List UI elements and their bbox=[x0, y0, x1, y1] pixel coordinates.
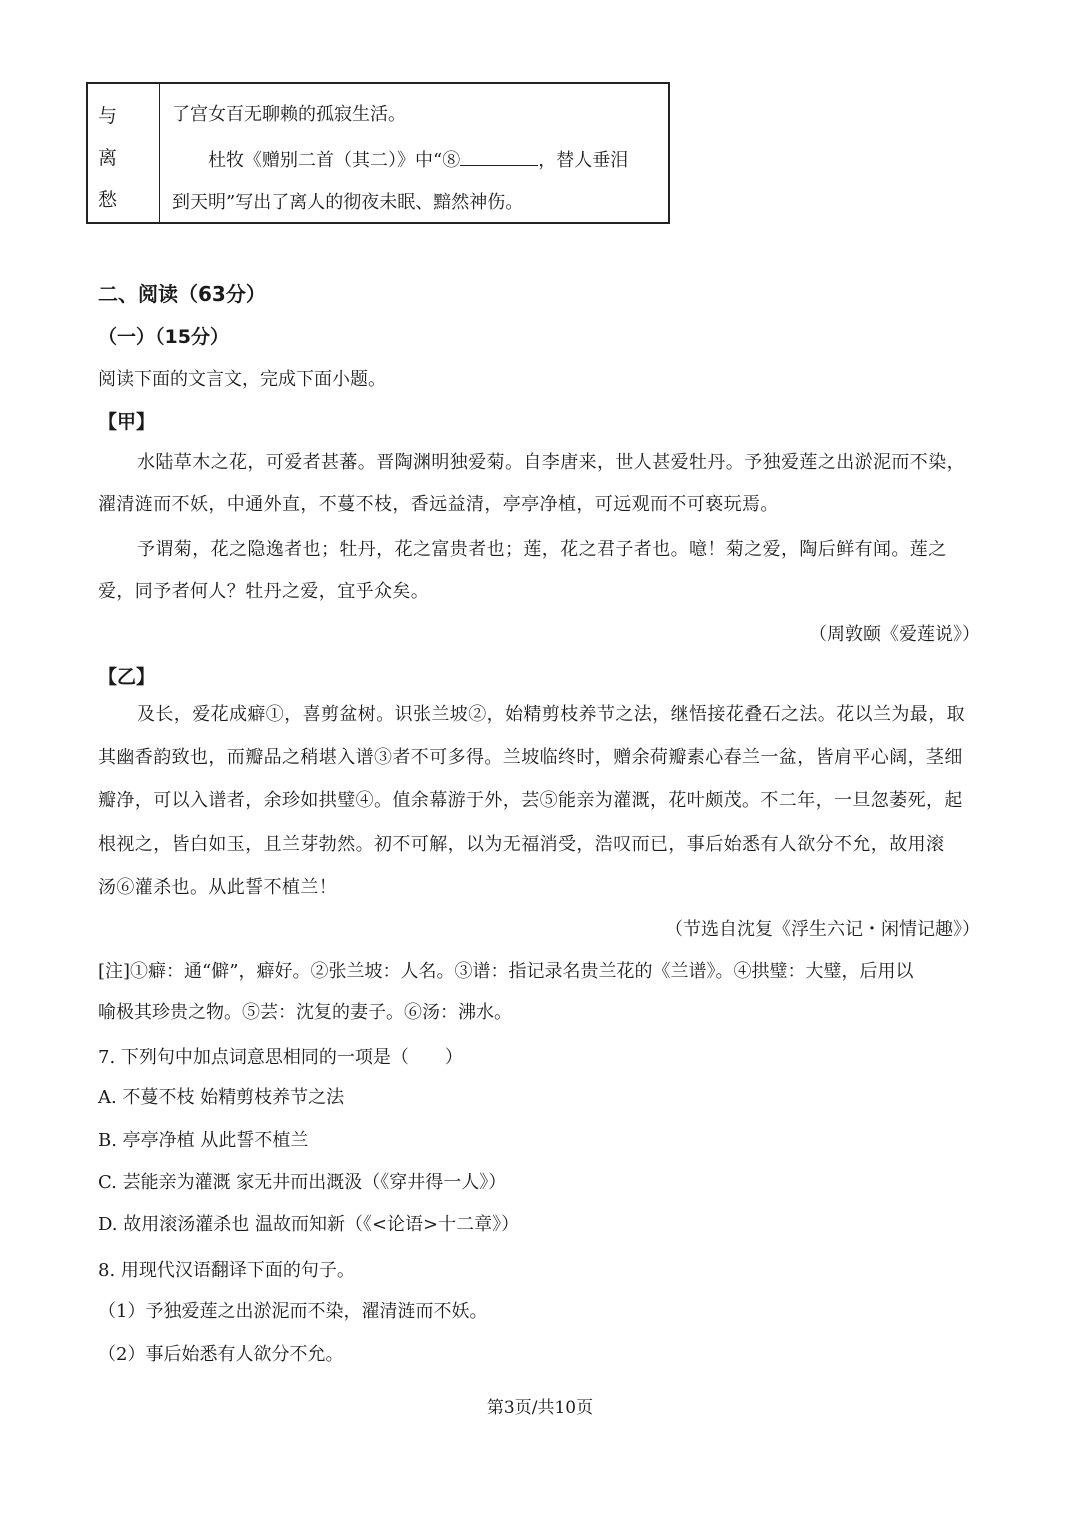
jia-line-3: 予谓菊，花之隐逸者也；牡丹，花之富贵者也；莲，花之君子者也。噫！菊之爱，陶后鲜有闻。莲之 bbox=[137, 539, 947, 560]
table-left-cell bbox=[88, 84, 160, 222]
notes-line-1: [注]①癖：通“僻”，癖好。②张兰坡：人名。③谱：指记录名贵兰花的《兰谱》。④拱璧：大璧，后用以 bbox=[98, 961, 914, 982]
page-footer: 第3页/共10页 bbox=[486, 1398, 594, 1418]
question-8-item-1: （1）予独爱莲之出淤泥而不染，濯清涟而不妖。 bbox=[98, 1301, 488, 1322]
yi-source: （节选自沈复《浮生六记・闲情记趣》） bbox=[665, 919, 980, 940]
yi-line-2: 其幽香韵致也，而瓣品之稍堪入谱③者不可多得。兰坡临终时，赠余荷瓣素心春兰一盆，皆肩平心阔，茎细 bbox=[98, 747, 963, 768]
table-row-1: 了宫女百无聊赖的孤寂生活。 bbox=[172, 104, 406, 125]
table-left-label-2: 愁 bbox=[98, 189, 132, 211]
table-row-2-b: ，替人垂泪 bbox=[538, 150, 629, 171]
question-7-option-a: A. 不蔓不枝 始精剪枝养节之法 bbox=[98, 1087, 345, 1108]
question-8-item-2: （2）事后始悉有人欲分不允。 bbox=[98, 1344, 344, 1365]
question-7-option-d: D. 故用滚汤灌杀也 温故而知新（《<论语>十二章》） bbox=[98, 1214, 520, 1235]
jia-source: （周敦颐《爱莲说》） bbox=[809, 624, 980, 645]
yi-line-4: 根视之，皆白如玉，且兰芽勃然。初不可解，以为无福消受，浩叹而已，事后始悉有人欲分不允，故用滚 bbox=[98, 834, 945, 855]
yi-line-1: 及长，爱花成癖①，喜剪盆树。识张兰坡②，始精剪枝养节之法，继悟接花叠石之法。花以兰为最，取 bbox=[137, 704, 965, 725]
poetry-table bbox=[86, 82, 670, 224]
answer-blank bbox=[460, 149, 538, 166]
question-8-stem: 8. 用现代汉语翻译下面的句子。 bbox=[98, 1260, 355, 1281]
jia-line-1: 水陆草木之花，可爱者甚蕃。晋陶渊明独爱菊。自李唐来，世人甚爱牡丹。予独爱莲之出淤泥而不染， bbox=[137, 452, 965, 473]
notes-line-2: 喻极其珍贵之物。⑤芸：沈复的妻子。⑥汤：沸水。 bbox=[98, 1002, 512, 1023]
table-row-2-a: 杜牧《赠别二首（其二）》中“⑧ bbox=[208, 150, 461, 171]
yi-line-5: 汤⑥灌杀也。从此誓不植兰！ bbox=[98, 877, 338, 898]
sub-section-title: （一）（15分） bbox=[98, 326, 229, 348]
jia-label: 【甲】 bbox=[98, 411, 156, 433]
jia-line-2: 濯清涟而不妖，中通外直，不蔓不枝，香远益清，亭亭净植，可远观而不可亵玩焉。 bbox=[98, 494, 779, 515]
table-row-2 bbox=[208, 146, 628, 172]
question-7-option-b: B. 亭亭净植 从此誓不植兰 bbox=[98, 1130, 309, 1151]
instruction: 阅读下面的文言文，完成下面小题。 bbox=[98, 369, 386, 390]
question-7-stem: 7. 下列句中加点词意思相同的一项是（ ） bbox=[98, 1047, 463, 1068]
table-row-3: 到天明”写出了离人的彻夜未眠、黯然神伤。 bbox=[172, 192, 524, 213]
section-title: 二、阅读（63分） bbox=[98, 282, 266, 306]
jia-line-4: 爱，同予者何人？牡丹之爱，宜乎众矣。 bbox=[98, 581, 430, 602]
yi-line-3: 瓣净，可以入谱者，余珍如拱璧④。值余幕游于外，芸⑤能亲为灌溉，花叶颇茂。不二年，一旦忽萎死，起 bbox=[98, 790, 963, 811]
table-left-label-1: 与离 bbox=[98, 105, 132, 169]
yi-label: 【乙】 bbox=[98, 666, 156, 688]
question-7-option-c: C. 芸能亲为灌溉 家无井而出溉汲（《穿井得一人》） bbox=[98, 1172, 507, 1193]
